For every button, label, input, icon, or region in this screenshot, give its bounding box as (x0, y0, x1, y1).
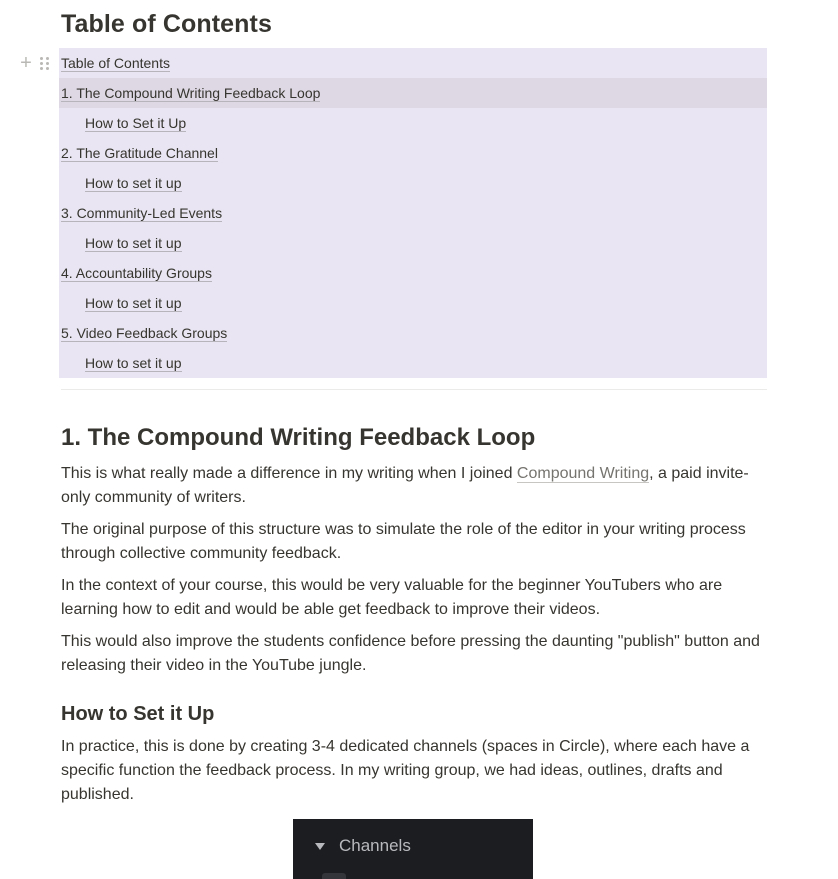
paragraph: The original purpose of this structure was to simulate the role of the editor in your writing process through collective community feedback. (61, 521, 746, 562)
compound-writing-link[interactable]: Compound Writing (516, 465, 650, 482)
toc-link[interactable]: How to set it up (85, 234, 182, 251)
paragraph-text: This is what really made a difference in my writing when I joined (61, 465, 517, 482)
toc-item[interactable] (59, 288, 767, 318)
paragraph-text: , a paid invite-only community of writers. (61, 465, 749, 506)
toc-item[interactable] (59, 108, 767, 138)
channels-label: Channels (339, 836, 411, 855)
toc-item[interactable] (59, 228, 767, 258)
plus-icon[interactable]: + (20, 52, 32, 74)
toc-link[interactable]: 2. The Gratitude Channel (61, 144, 218, 161)
page-title: Table of Contents (61, 10, 272, 38)
toc-item[interactable] (59, 318, 767, 348)
toc-item[interactable] (59, 258, 767, 288)
divider (61, 389, 767, 390)
section-heading: 1. The Compound Writing Feedback Loop (61, 424, 536, 451)
toc-item[interactable] (59, 78, 767, 108)
channel-item-placeholder (322, 873, 346, 879)
toc-link[interactable]: How to set it up (85, 174, 182, 191)
toc-item[interactable] (59, 48, 767, 78)
triangle-down-icon (315, 843, 325, 850)
toc-link[interactable]: 1. The Compound Writing Feedback Loop (61, 84, 321, 101)
toc-link[interactable]: How to set it up (85, 294, 182, 311)
paragraph: This would also improve the students confidence before pressing the daunting "publish" button and releasing their video in the YouTube jungle. (61, 633, 760, 674)
toc-item[interactable] (59, 168, 767, 198)
toc-link[interactable]: How to set it up (85, 354, 182, 371)
table-of-contents (59, 48, 767, 378)
toc-link[interactable]: 4. Accountability Groups (61, 264, 212, 281)
channels-header (315, 836, 411, 856)
paragraph: In the context of your course, this would be very valuable for the beginner YouTubers who are learning how to edit and would be able get feedback to improve their videos. (61, 577, 723, 618)
toc-item[interactable] (59, 198, 767, 228)
paragraph (61, 462, 767, 510)
toc-link[interactable]: 5. Video Feedback Groups (61, 324, 228, 341)
channels-screenshot (293, 819, 533, 879)
toc-link[interactable]: 3. Community-Led Events (61, 204, 223, 221)
toc-item[interactable] (59, 348, 767, 378)
drag-handle-icon[interactable] (40, 53, 50, 73)
block-handle (18, 53, 50, 73)
toc-item[interactable] (59, 138, 767, 168)
toc-link[interactable]: How to Set it Up (85, 114, 187, 131)
paragraph: In practice, this is done by creating 3-4 dedicated channels (spaces in Circle), where each have a specific function the feedback process. In my writing group, we had ideas, outlines, drafts and published. (61, 738, 750, 803)
subsection-heading: How to Set it Up (61, 703, 215, 725)
toc-link[interactable]: Table of Contents (61, 54, 170, 71)
